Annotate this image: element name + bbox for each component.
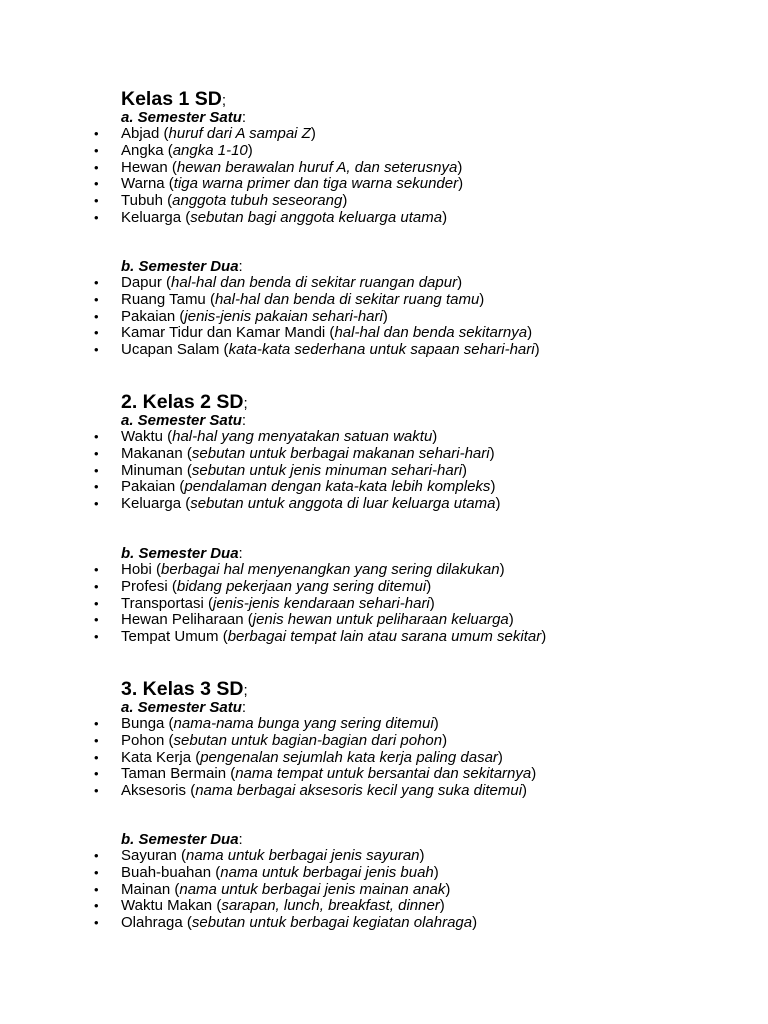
bullet-icon: • bbox=[94, 496, 99, 512]
item-desc: nama-nama bunga yang sering ditemui bbox=[173, 715, 434, 732]
bullet-icon: • bbox=[94, 445, 99, 461]
list-item: • Waktu Makan (sarapan, lunch, breakfast, dinner) bbox=[94, 897, 445, 915]
bullet-icon: • bbox=[94, 881, 99, 897]
bullet-icon: • bbox=[94, 595, 99, 611]
item-desc: anggota tubuh seseorang bbox=[172, 192, 343, 210]
list-item: • Angka (angka 1-10) bbox=[94, 141, 253, 159]
item-name: Ruang Tamu bbox=[121, 290, 206, 308]
list-item: • Kata Kerja (pengenalan sejumlah kata kerja paling dasar) bbox=[94, 748, 503, 766]
kelas-title-suffix: ; bbox=[243, 395, 248, 412]
semester-label: b. Semester Dua bbox=[121, 258, 239, 275]
item-desc: sebutan untuk bagian-bagian dari pohon bbox=[173, 731, 443, 749]
item-desc: hal-hal dan benda sekitarnya bbox=[334, 324, 528, 342]
item-name: Profesi bbox=[121, 577, 168, 595]
item-name: Waktu Makan bbox=[121, 897, 213, 915]
item-name: Keluarga bbox=[121, 208, 182, 226]
bullet-icon: • bbox=[94, 159, 99, 175]
semester-label-colon: : bbox=[241, 109, 247, 126]
semester-label: a. Semester Satu bbox=[121, 412, 242, 429]
topic-list bbox=[0, 429, 500, 513]
bullet-icon: • bbox=[94, 848, 99, 863]
semester-title bbox=[121, 258, 243, 275]
item-desc: nama berbagai aksesoris kecil yang suka ditemui bbox=[195, 782, 523, 800]
bullet-icon: • bbox=[94, 342, 99, 358]
semester-label: a. Semester Satu bbox=[121, 699, 242, 716]
list-item: • Hewan Peliharaan (jenis hewan untuk peliharaan keluarga) bbox=[94, 611, 514, 629]
item-desc: kata-kata sederhana untuk sapaan sehari-hari bbox=[228, 341, 535, 359]
item-name: Kamar Tidur dan Kamar Mandi bbox=[121, 324, 326, 342]
list-item: • Pakaian (pendalaman dengan kata-kata lebih kompleks) bbox=[94, 478, 496, 496]
bullet-icon: • bbox=[94, 864, 99, 880]
item-desc: hal-hal yang menyatakan satuan waktu bbox=[172, 428, 433, 445]
item-name: Buah-buahan bbox=[121, 863, 212, 881]
item-desc: jenis-jenis kendaraan sehari-hari bbox=[212, 594, 430, 612]
topic-list bbox=[0, 275, 540, 359]
bullet-icon: • bbox=[94, 193, 99, 209]
item-name: Transportasi bbox=[121, 594, 204, 612]
item-name: Hewan Peliharaan bbox=[121, 611, 244, 629]
kelas-title: 3. Kelas 3 SD bbox=[121, 678, 244, 700]
bullet-icon: • bbox=[94, 126, 99, 141]
bullet-icon: • bbox=[94, 578, 99, 594]
list-item: • Sayuran (nama untuk berbagai jenis sayuran) bbox=[94, 847, 425, 864]
list-item: • Ucapan Salam (kata-kata sederhana untuk sapaan sehari-hari) bbox=[94, 341, 540, 359]
list-item: • Abjad (huruf dari A sampai Z) bbox=[94, 125, 316, 142]
kelas-title-suffix: ; bbox=[221, 92, 226, 109]
list-item: • Minuman (sebutan untuk jenis minuman sehari-hari) bbox=[94, 461, 468, 479]
item-name: Tempat Umum bbox=[121, 628, 219, 646]
item-desc: bidang pekerjaan yang sering ditemui bbox=[176, 577, 427, 595]
item-name: Aksesoris bbox=[121, 782, 187, 800]
item-desc: sebutan untuk anggota di luar keluarga utama bbox=[190, 495, 496, 513]
item-name: Warna bbox=[121, 175, 165, 193]
bullet-icon: • bbox=[94, 275, 99, 290]
semester-label-colon: : bbox=[238, 258, 243, 275]
kelas-title: 2. Kelas 2 SD bbox=[121, 391, 244, 413]
item-name: Kata Kerja bbox=[121, 748, 192, 766]
item-desc: tiga warna primer dan tiga warna sekunder bbox=[173, 175, 459, 193]
bullet-icon: • bbox=[94, 915, 99, 931]
list-item: • Waktu (hal-hal yang menyatakan satuan waktu) bbox=[94, 428, 438, 445]
item-name: Dapur bbox=[121, 274, 162, 291]
topic-list bbox=[0, 848, 477, 932]
bullet-icon: • bbox=[94, 732, 99, 748]
bullet-icon: • bbox=[94, 716, 99, 731]
semester-title bbox=[121, 412, 246, 429]
bullet-icon: • bbox=[94, 629, 99, 645]
semester-label: b. Semester Dua bbox=[121, 545, 239, 562]
item-name: Keluarga bbox=[121, 495, 182, 513]
bullet-icon: • bbox=[94, 462, 99, 478]
item-desc: nama untuk berbagai jenis sayuran bbox=[186, 847, 420, 864]
semester-label: b. Semester Dua bbox=[121, 831, 239, 848]
semester-label: a. Semester Satu bbox=[121, 109, 242, 126]
item-desc: jenis-jenis pakaian sehari-hari bbox=[184, 307, 383, 325]
bullet-icon: • bbox=[94, 479, 99, 495]
item-name: Hewan bbox=[121, 158, 168, 176]
list-item: • Hobi (berbagai hal menyenangkan yang sering dilakukan) bbox=[94, 561, 505, 578]
item-desc: sebutan untuk berbagai kegiatan olahraga bbox=[191, 914, 473, 932]
item-name: Abjad bbox=[121, 125, 160, 142]
kelas-title-suffix: ; bbox=[243, 682, 248, 699]
item-name: Pakaian bbox=[121, 478, 176, 496]
item-desc: nama tempat untuk bersantai dan sekitarnya bbox=[235, 765, 532, 783]
list-item: • Aksesoris (nama berbagai aksesoris kecil yang suka ditemui) bbox=[94, 782, 528, 800]
item-name: Angka bbox=[121, 141, 164, 159]
bullet-icon: • bbox=[94, 783, 99, 799]
list-item: • Transportasi (jenis-jenis kendaraan sehari-hari) bbox=[94, 594, 435, 612]
list-item: • Mainan (nama untuk berbagai jenis mainan anak) bbox=[94, 880, 451, 898]
list-item: • Profesi (bidang pekerjaan yang sering ditemui) bbox=[94, 577, 432, 595]
item-name: Olahraga bbox=[121, 914, 183, 932]
list-item: • Keluarga (sebutan bagi anggota keluarga utama) bbox=[94, 208, 448, 226]
topic-list bbox=[0, 562, 546, 646]
item-desc: angka 1-10 bbox=[172, 141, 248, 159]
list-item: • Warna (tiga warna primer dan tiga warna sekunder) bbox=[94, 175, 464, 193]
bullet-icon: • bbox=[94, 142, 99, 158]
item-desc: hewan berawalan huruf A, dan seterusnya bbox=[176, 158, 458, 176]
semester-label-colon: : bbox=[238, 831, 243, 848]
semester-title bbox=[121, 109, 246, 126]
list-item: • Bunga (nama-nama bunga yang sering ditemui) bbox=[94, 715, 439, 732]
item-desc: sebutan untuk berbagai makanan sehari-hari bbox=[191, 444, 490, 462]
bullet-icon: • bbox=[94, 766, 99, 782]
bullet-icon: • bbox=[94, 898, 99, 914]
list-item: • Makanan (sebutan untuk berbagai makanan sehari-hari) bbox=[94, 444, 495, 462]
list-item: • Kamar Tidur dan Kamar Mandi (hal-hal dan benda sekitarnya) bbox=[94, 324, 533, 342]
item-desc: sarapan, lunch, breakfast, dinner bbox=[221, 897, 440, 915]
item-name: Bunga bbox=[121, 715, 165, 732]
item-name: Mainan bbox=[121, 880, 171, 898]
list-item: • Taman Bermain (nama tempat untuk bersantai dan sekitarnya) bbox=[94, 765, 537, 783]
semester-label-colon: : bbox=[238, 545, 243, 562]
item-name: Tubuh bbox=[121, 192, 163, 210]
item-name: Hobi bbox=[121, 561, 152, 578]
item-desc: berbagai tempat lain atau sarana umum sekitar bbox=[227, 628, 542, 646]
semester-title bbox=[121, 545, 243, 562]
item-desc: pendalaman dengan kata-kata lebih kompleks bbox=[184, 478, 491, 496]
item-name: Makanan bbox=[121, 444, 183, 462]
bullet-icon: • bbox=[94, 612, 99, 628]
list-item: • Ruang Tamu (hal-hal dan benda di sekitar ruang tamu) bbox=[94, 290, 485, 308]
bullet-icon: • bbox=[94, 209, 99, 225]
list-item: • Tubuh (anggota tubuh seseorang) bbox=[94, 192, 348, 210]
item-desc: huruf dari A sampai Z bbox=[168, 125, 311, 142]
bullet-icon: • bbox=[94, 325, 99, 341]
item-name: Minuman bbox=[121, 461, 183, 479]
list-item: • Hewan (hewan berawalan huruf A, dan seterusnya) bbox=[94, 158, 463, 176]
bullet-icon: • bbox=[94, 429, 99, 444]
list-item: • Keluarga (sebutan untuk anggota di luar keluarga utama) bbox=[94, 495, 501, 513]
list-item: • Buah-buahan (nama untuk berbagai jenis buah) bbox=[94, 863, 439, 881]
item-desc: nama untuk berbagai jenis buah bbox=[220, 863, 434, 881]
item-desc: jenis hewan untuk peliharaan keluarga bbox=[252, 611, 509, 629]
item-name: Taman Bermain bbox=[121, 765, 227, 783]
item-desc: pengenalan sejumlah kata kerja paling dasar bbox=[200, 748, 498, 766]
item-name: Pohon bbox=[121, 731, 165, 749]
item-name: Ucapan Salam bbox=[121, 341, 220, 359]
bullet-icon: • bbox=[94, 176, 99, 192]
list-item: • Dapur (hal-hal dan benda di sekitar ruangan dapur) bbox=[94, 274, 463, 291]
list-item: • Olahraga (sebutan untuk berbagai kegiatan olahraga) bbox=[94, 914, 478, 932]
semester-label-colon: : bbox=[241, 699, 247, 716]
item-desc: hal-hal dan benda di sekitar ruangan dapur bbox=[171, 274, 458, 291]
semester-label-colon: : bbox=[241, 412, 247, 429]
list-item: • Tempat Umum (berbagai tempat lain atau sarana umum sekitar) bbox=[94, 628, 547, 646]
topic-list bbox=[0, 126, 463, 227]
bullet-icon: • bbox=[94, 749, 99, 765]
bullet-icon: • bbox=[94, 291, 99, 307]
semester-title bbox=[121, 831, 243, 848]
bullet-icon: • bbox=[94, 308, 99, 324]
item-desc: hal-hal dan benda di sekitar ruang tamu bbox=[214, 290, 480, 308]
item-name: Pakaian bbox=[121, 307, 176, 325]
item-name: Waktu bbox=[121, 428, 163, 445]
item-name: Sayuran bbox=[121, 847, 177, 864]
item-desc: nama untuk berbagai jenis mainan anak bbox=[179, 880, 446, 898]
bullet-icon: • bbox=[94, 562, 99, 577]
list-item: • Pohon (sebutan untuk bagian-bagian dari pohon) bbox=[94, 731, 448, 749]
semester-title bbox=[121, 699, 246, 716]
list-item: • Pakaian (jenis-jenis pakaian sehari-hari) bbox=[94, 307, 388, 325]
topic-list bbox=[0, 716, 536, 800]
item-desc: berbagai hal menyenangkan yang sering dilakukan bbox=[161, 561, 500, 578]
kelas-title: Kelas 1 SD bbox=[121, 88, 222, 110]
item-desc: sebutan bagi anggota keluarga utama bbox=[190, 208, 443, 226]
item-desc: sebutan untuk jenis minuman sehari-hari bbox=[191, 461, 463, 479]
